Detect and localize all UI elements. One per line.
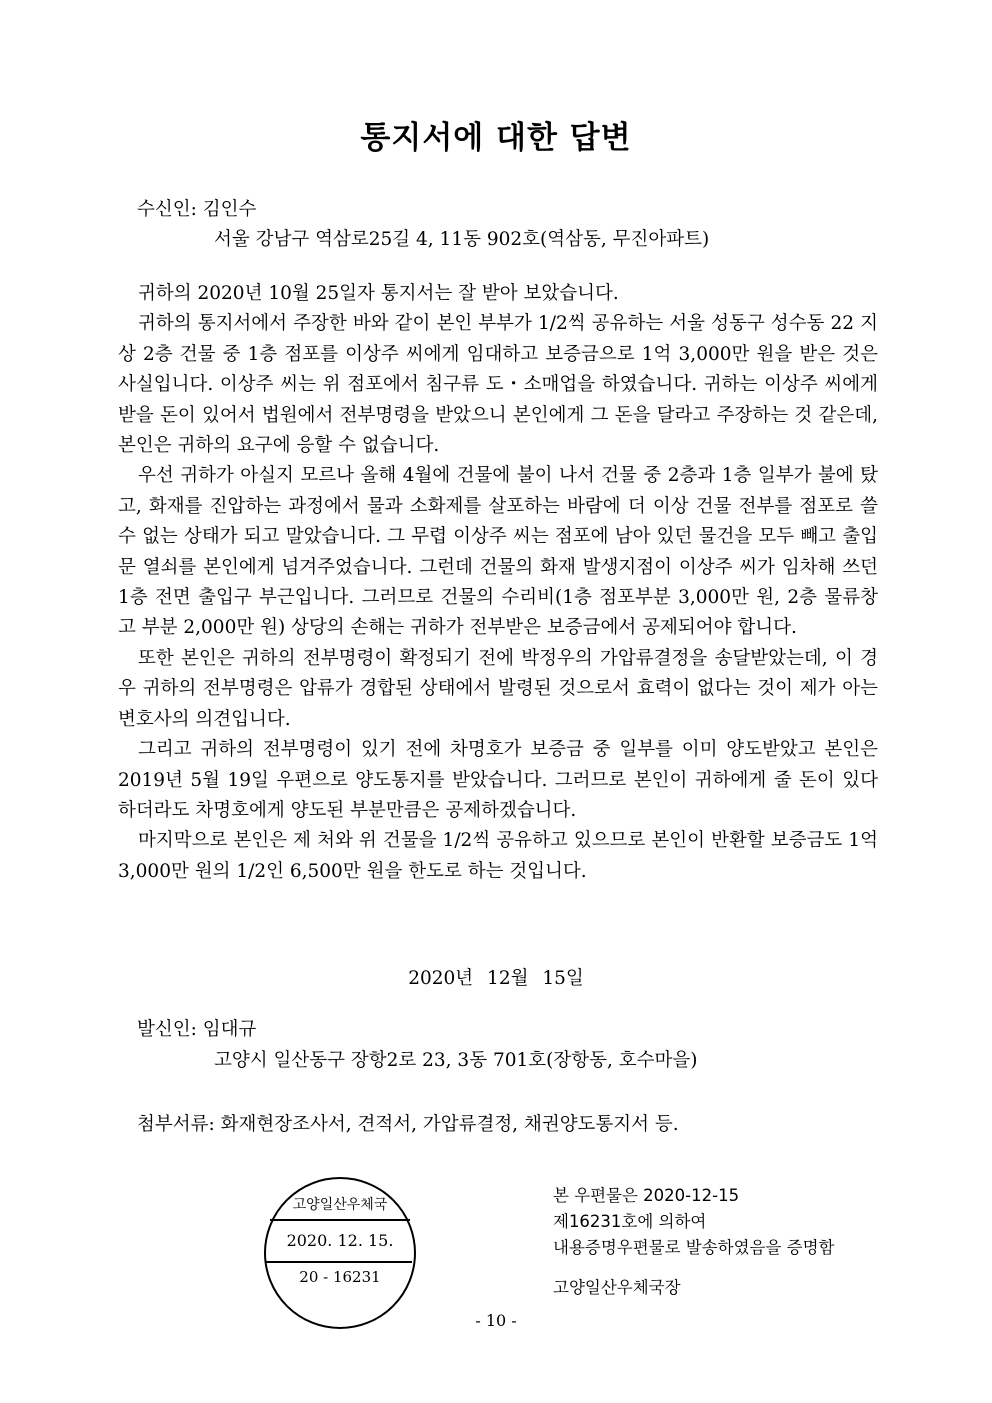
paragraph: 귀하의 2020년 10월 25일자 통지서는 잘 받아 보았습니다. [138,283,619,304]
paragraph: 마지막으로 본인은 제 처와 위 건물을 1/2씩 공유하고 있으므로 본인이 반환할 보증금도 1억 3,000만 원의 1/2인 6,500만 원을 한도로 하는 것입니다. [118,830,878,882]
stamp-date: 2020. 12. 15. [286,1231,394,1250]
document-title: 통지서에 대한 답변 [360,120,632,156]
recipient-address: 서울 강남구 역삼로25길 4, 11동 902호(역삼동, 무진아파트) [214,229,710,250]
page-number: - 10 - [475,1311,517,1330]
certification-line: 내용증명우편물로 발송하였음을 증명함 [553,1238,835,1257]
letter-body [118,279,878,887]
sender-address: 고양시 일산동구 장항2로 23, 3동 701호(장항동, 호수마을) [214,1050,698,1071]
letter-date: 2020년 12월 15일 [408,968,584,989]
paragraph: 또한 본인은 귀하의 전부명령이 확정되기 전에 박정우의 가압류결정을 송달받았는데, 이 경우 귀하의 전부명령은 압류가 경합된 상태에서 발령된 것으로서 효력이 없다는 것이 제가 아는 변호사의 의견입니다. [118,647,878,730]
paragraph: 귀하의 통지서에서 주장한 바와 같이 본인 부부가 1/2씩 공유하는 서울 성동구 성수동 22 지상 2층 건물 중 1층 점포를 이상주 씨에게 임대하고 보증금으로 1억 3,000만 원을 받은 것은 사실입니다. 이상주 씨는 위 점포에서 침구류 도・소매업을 하였습니다. 귀하는 이상주 씨에게 받을 돈이 있어서 법원에서 전부명령을 받았으니 본인에게 그 돈을 달라고 주장하는 것 같은데, 본인은 귀하의 요구에 응할 수 없습니다. [118,313,878,457]
recipient-line: 수신인: 김인수 [137,199,257,220]
certification-line: 본 우편물은 2020-12-15 [553,1186,740,1205]
paragraph: 우선 귀하가 아실지 모르나 올해 4월에 건물에 불이 나서 건물 중 2층과 1층 일부가 불에 탔고, 화재를 진압하는 과정에서 물과 소화제를 살포하는 바람에 더 이상 건물 전부를 점포로 쓸 수 없는 상태가 되고 말았습니다. 그 무렵 이상주 씨는 점포에 남아 있던 물건을 모두 빼고 출입문 열쇠를 본인에게 넘겨주었습니다. 그런데 건물의 화재 발생지점이 이상주 씨가 임차해 쓰던 1층 전면 출입구 부근입니다. 그러므로 건물의 수리비(1층 점포부분 3,000만 원, 2층 물류창고 부분 2,000만 원) 상당의 손해는 귀하가 전부받은 보증금에서 공제되어야 합니다. [118,465,878,639]
sender-line: 발신인: 임대규 [137,1019,257,1040]
stamp-divider [266,1261,412,1263]
paragraph: 그리고 귀하의 전부명령이 있기 전에 차명호가 보증금 중 일부를 이미 양도받았고 본인은 2019년 5월 19일 우편으로 양도통지를 받았습니다. 그러므로 본인이 귀하에게 줄 돈이 있다 하더라도 차명호에게 양도된 부분만큼은 공제하겠습니다. [118,739,878,821]
stamp-number: 20 - 16231 [299,1268,381,1286]
attachments-line: 첨부서류: 화재현장조사서, 견적서, 가압류결정, 채권양도통지서 등. [137,1114,679,1135]
certification-signer: 고양일산우체국장 [553,1278,681,1297]
certification-line: 제16231호에 의하여 [553,1212,707,1231]
stamp-divider [270,1219,410,1221]
stamp-office: 고양일산우체국 [292,1197,388,1213]
